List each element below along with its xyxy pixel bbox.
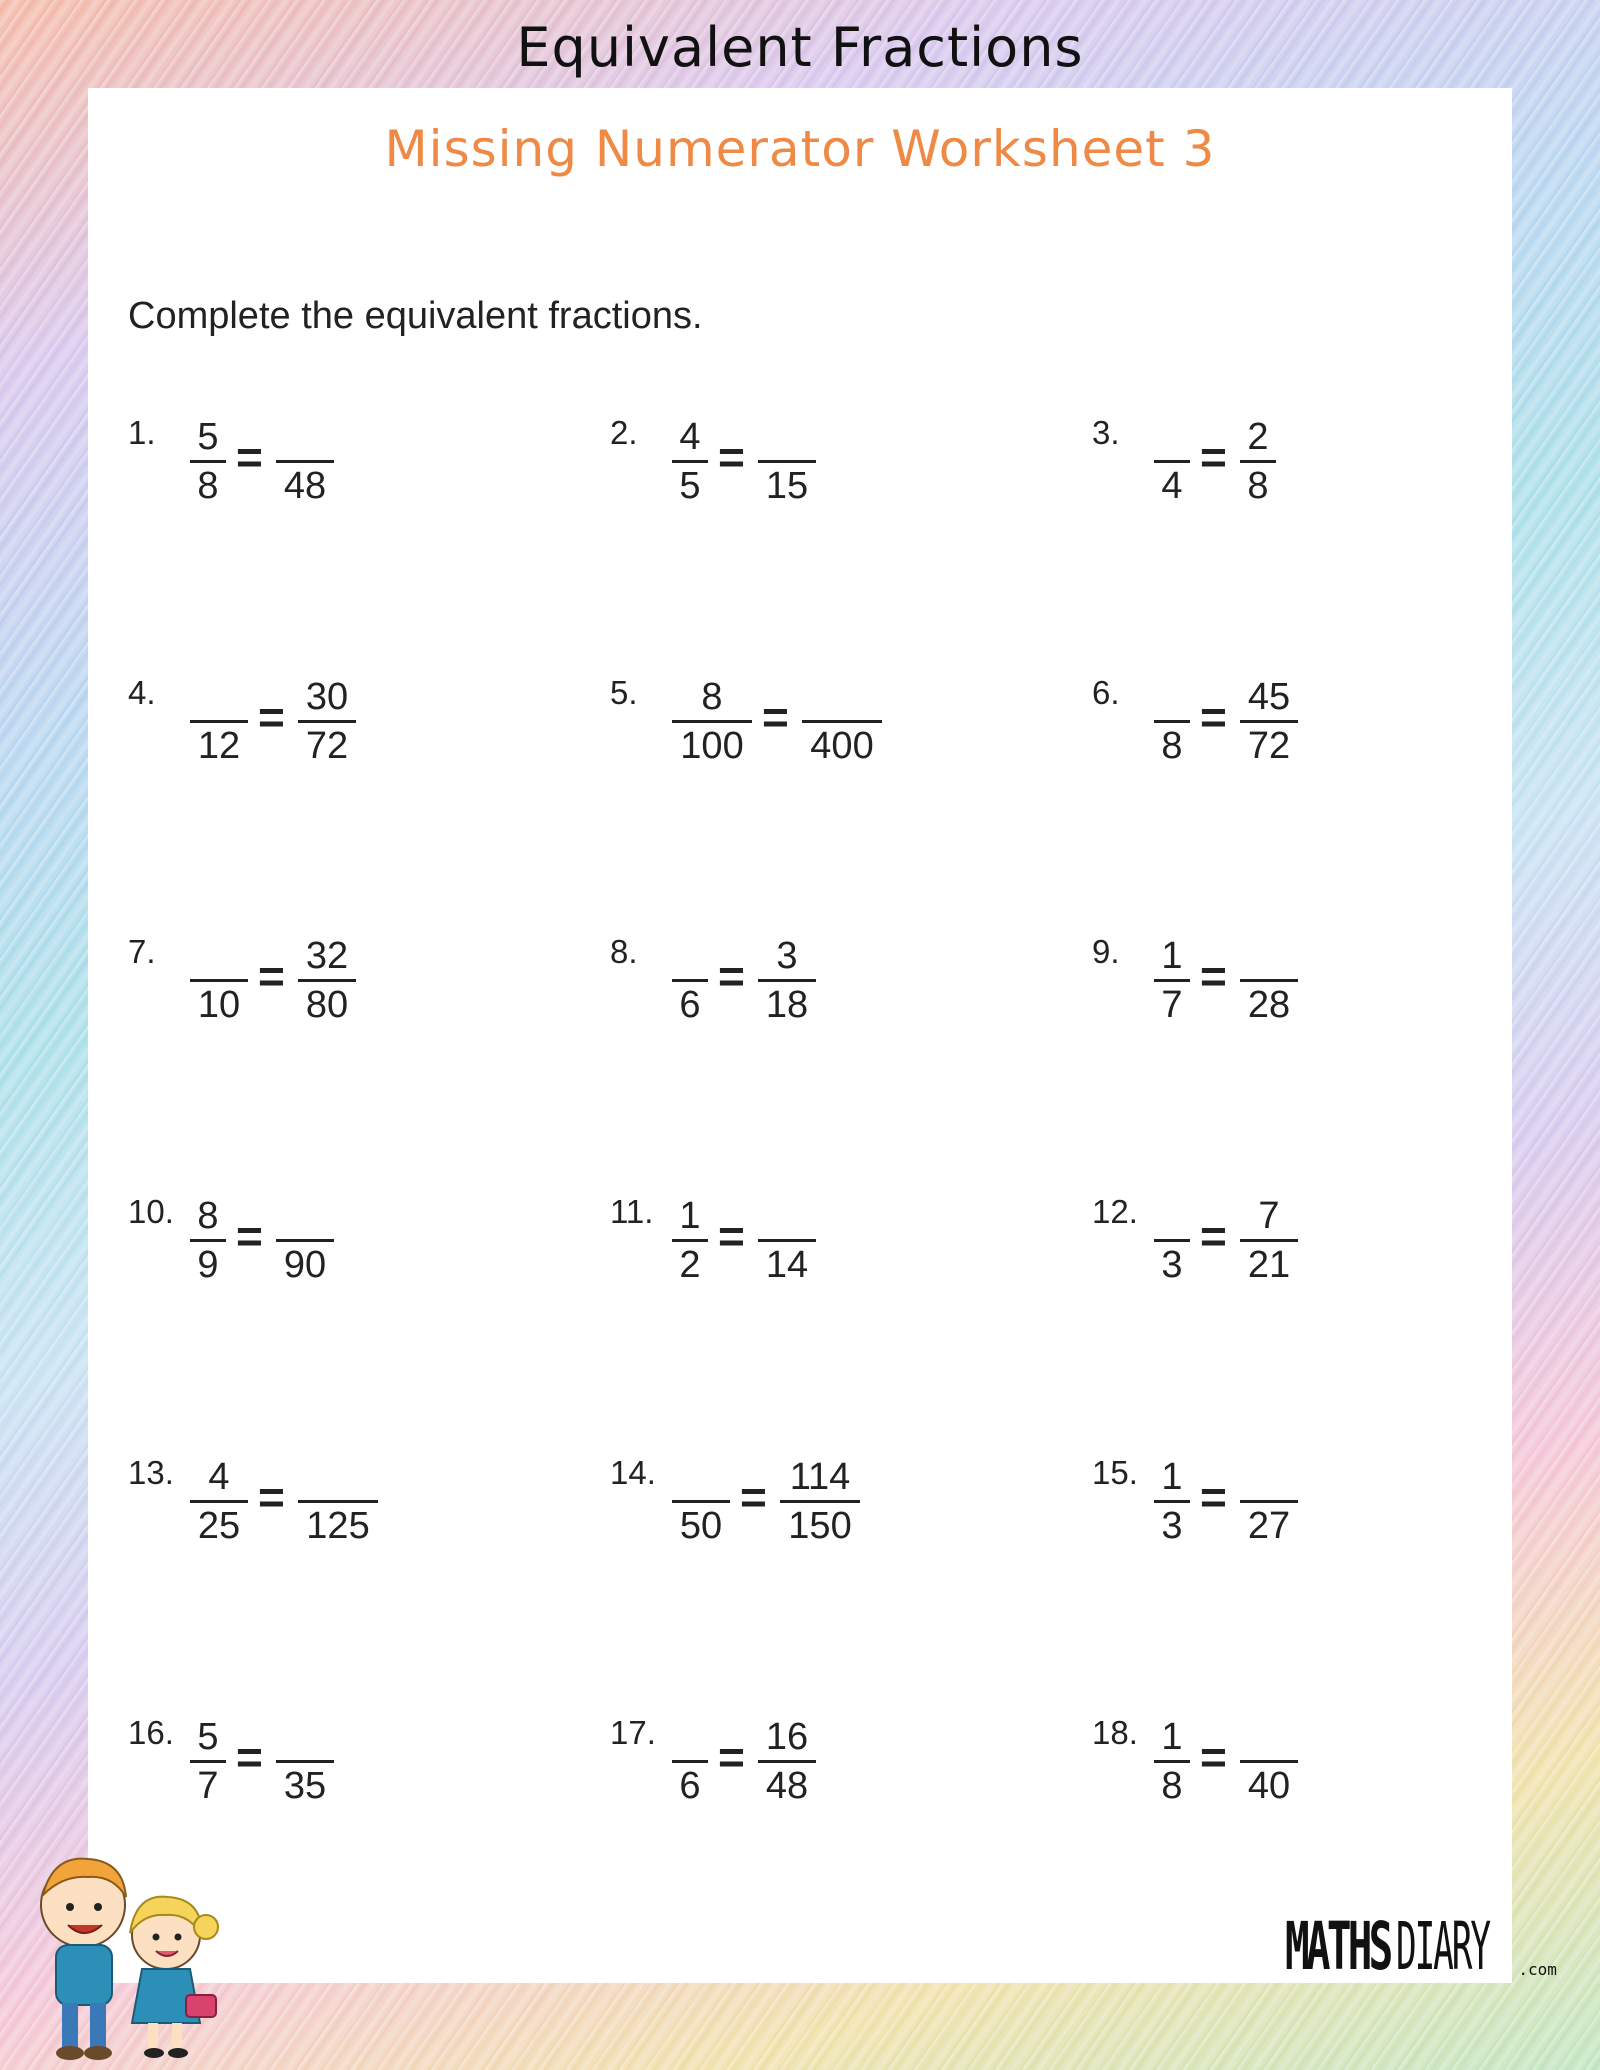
right-denominator: 28 bbox=[1247, 984, 1291, 1026]
mathsdiary-logo bbox=[1285, 1905, 1557, 1985]
right-fraction bbox=[758, 414, 816, 509]
right-numerator: 114 bbox=[789, 1456, 851, 1498]
problem-number: 4. bbox=[128, 674, 156, 711]
right-denominator: 48 bbox=[765, 1765, 809, 1807]
right-numerator: 16 bbox=[765, 1716, 809, 1758]
left-fraction bbox=[672, 674, 752, 769]
left-numerator: 4 bbox=[679, 416, 701, 458]
left-fraction bbox=[1154, 1193, 1190, 1288]
equals-sign: = bbox=[1200, 691, 1227, 743]
right-denominator: 21 bbox=[1247, 1244, 1291, 1286]
right-denominator: 72 bbox=[305, 725, 349, 767]
right-denominator: 8 bbox=[1247, 465, 1269, 507]
left-fraction bbox=[1154, 933, 1190, 1028]
equals-sign: = bbox=[1200, 1471, 1227, 1523]
right-fraction bbox=[1240, 414, 1276, 509]
equals-sign: = bbox=[258, 1471, 285, 1523]
left-denominator: 2 bbox=[679, 1244, 701, 1286]
right-fraction bbox=[1240, 674, 1298, 769]
left-fraction bbox=[1154, 674, 1190, 769]
equals-sign: = bbox=[258, 691, 285, 743]
problem-number: 9. bbox=[1092, 933, 1120, 970]
left-fraction bbox=[1154, 414, 1190, 509]
problem-7 bbox=[128, 933, 548, 1043]
problem-3 bbox=[1092, 414, 1512, 524]
left-denominator: 8 bbox=[197, 465, 219, 507]
right-denominator: 72 bbox=[1247, 725, 1291, 767]
right-fraction bbox=[780, 1454, 860, 1549]
right-fraction bbox=[276, 1193, 334, 1288]
problem-number: 5. bbox=[610, 674, 638, 711]
problem-17 bbox=[610, 1714, 1030, 1824]
right-denominator: 14 bbox=[765, 1244, 809, 1286]
equals-sign: = bbox=[718, 431, 745, 483]
problem-number: 11. bbox=[610, 1193, 654, 1230]
problem-number: 3. bbox=[1092, 414, 1120, 451]
problem-1 bbox=[128, 414, 548, 524]
problem-11 bbox=[610, 1193, 1030, 1303]
left-numerator: 1 bbox=[679, 1195, 701, 1237]
right-fraction bbox=[1240, 1454, 1298, 1549]
right-fraction bbox=[802, 674, 882, 769]
logo-suffix: .com bbox=[1518, 1960, 1557, 1979]
right-numerator: 30 bbox=[305, 676, 349, 718]
problem-number: 10. bbox=[128, 1193, 174, 1230]
left-numerator: 5 bbox=[197, 416, 219, 458]
problem-2 bbox=[610, 414, 1030, 524]
logo-bold-text: MATHS bbox=[1285, 1908, 1390, 1985]
left-denominator: 8 bbox=[1161, 725, 1183, 767]
left-fraction bbox=[190, 933, 248, 1028]
problem-8 bbox=[610, 933, 1030, 1043]
problem-number: 12. bbox=[1092, 1193, 1138, 1230]
left-denominator: 4 bbox=[1161, 465, 1183, 507]
problem-18 bbox=[1092, 1714, 1512, 1824]
equals-sign: = bbox=[1200, 431, 1227, 483]
right-denominator: 90 bbox=[283, 1244, 327, 1286]
right-fraction bbox=[298, 674, 356, 769]
problem-13 bbox=[128, 1454, 548, 1564]
left-fraction bbox=[672, 414, 708, 509]
left-fraction bbox=[190, 414, 226, 509]
left-fraction bbox=[672, 1454, 730, 1549]
left-denominator: 3 bbox=[1161, 1244, 1183, 1286]
left-fraction bbox=[190, 1193, 226, 1288]
left-numerator: 8 bbox=[701, 676, 723, 718]
right-numerator: 32 bbox=[305, 935, 349, 977]
problem-4 bbox=[128, 674, 548, 784]
equals-sign: = bbox=[236, 431, 263, 483]
right-fraction bbox=[1240, 1193, 1298, 1288]
left-fraction bbox=[1154, 1454, 1190, 1549]
instructions: Complete the equivalent fractions. bbox=[128, 295, 703, 337]
right-fraction bbox=[298, 933, 356, 1028]
equals-sign: = bbox=[1200, 1210, 1227, 1262]
right-fraction bbox=[758, 933, 816, 1028]
left-fraction bbox=[190, 674, 248, 769]
logo-thin-text: DIARY bbox=[1395, 1908, 1489, 1985]
right-numerator: 3 bbox=[776, 935, 798, 977]
right-fraction bbox=[758, 1714, 816, 1809]
problem-number: 18. bbox=[1092, 1714, 1138, 1751]
right-numerator: 7 bbox=[1258, 1195, 1280, 1237]
left-denominator: 50 bbox=[679, 1505, 723, 1547]
left-numerator: 1 bbox=[1161, 935, 1183, 977]
problem-number: 16. bbox=[128, 1714, 174, 1751]
left-denominator: 5 bbox=[679, 465, 701, 507]
problem-12 bbox=[1092, 1193, 1512, 1303]
left-denominator: 7 bbox=[197, 1765, 219, 1807]
right-fraction bbox=[276, 414, 334, 509]
left-denominator: 7 bbox=[1161, 984, 1183, 1026]
left-denominator: 12 bbox=[197, 725, 241, 767]
equals-sign: = bbox=[258, 950, 285, 1002]
right-denominator: 125 bbox=[306, 1505, 370, 1547]
problem-14 bbox=[610, 1454, 1030, 1564]
left-numerator: 4 bbox=[208, 1456, 230, 1498]
problem-5 bbox=[610, 674, 1030, 784]
equals-sign: = bbox=[718, 1731, 745, 1783]
right-fraction bbox=[298, 1454, 378, 1549]
right-denominator: 15 bbox=[765, 465, 809, 507]
problem-number: 6. bbox=[1092, 674, 1120, 711]
left-denominator: 9 bbox=[197, 1244, 219, 1286]
problem-6 bbox=[1092, 674, 1512, 784]
left-fraction bbox=[190, 1454, 248, 1549]
left-fraction bbox=[672, 933, 708, 1028]
left-denominator: 10 bbox=[197, 984, 241, 1026]
left-denominator: 6 bbox=[679, 1765, 701, 1807]
equals-sign: = bbox=[718, 950, 745, 1002]
problem-number: 1. bbox=[128, 414, 156, 451]
equals-sign: = bbox=[1200, 1731, 1227, 1783]
equals-sign: = bbox=[762, 691, 789, 743]
left-numerator: 5 bbox=[197, 1716, 219, 1758]
equals-sign: = bbox=[1200, 950, 1227, 1002]
worksheet-page bbox=[88, 88, 1512, 1983]
problem-number: 15. bbox=[1092, 1454, 1138, 1491]
worksheet-title: Missing Numerator Worksheet 3 bbox=[384, 120, 1216, 178]
problem-9 bbox=[1092, 933, 1512, 1043]
right-denominator: 18 bbox=[765, 984, 809, 1026]
problem-16 bbox=[128, 1714, 548, 1824]
right-denominator: 27 bbox=[1247, 1505, 1291, 1547]
right-denominator: 400 bbox=[810, 725, 874, 767]
right-denominator: 40 bbox=[1247, 1765, 1291, 1807]
right-denominator: 150 bbox=[788, 1505, 852, 1547]
left-fraction bbox=[672, 1714, 708, 1809]
right-numerator: 2 bbox=[1247, 416, 1269, 458]
kids-illustration bbox=[18, 1845, 228, 2065]
left-numerator: 1 bbox=[1161, 1716, 1183, 1758]
left-denominator: 6 bbox=[679, 984, 701, 1026]
right-fraction bbox=[276, 1714, 334, 1809]
right-numerator: 45 bbox=[1247, 676, 1291, 718]
equals-sign: = bbox=[740, 1471, 767, 1523]
right-fraction bbox=[1240, 1714, 1298, 1809]
left-numerator: 1 bbox=[1161, 1456, 1183, 1498]
right-fraction bbox=[758, 1193, 816, 1288]
equals-sign: = bbox=[236, 1210, 263, 1262]
problem-number: 8. bbox=[610, 933, 638, 970]
left-denominator: 25 bbox=[197, 1505, 241, 1547]
left-numerator: 8 bbox=[197, 1195, 219, 1237]
right-denominator: 80 bbox=[305, 984, 349, 1026]
left-fraction bbox=[190, 1714, 226, 1809]
left-denominator: 3 bbox=[1161, 1505, 1183, 1547]
topic-title: Equivalent Fractions bbox=[516, 16, 1084, 79]
problem-number: 7. bbox=[128, 933, 156, 970]
left-denominator: 100 bbox=[680, 725, 744, 767]
right-fraction bbox=[1240, 933, 1298, 1028]
problem-15 bbox=[1092, 1454, 1512, 1564]
problem-10 bbox=[128, 1193, 548, 1303]
problem-number: 17. bbox=[610, 1714, 656, 1751]
problem-number: 13. bbox=[128, 1454, 174, 1491]
left-fraction bbox=[1154, 1714, 1190, 1809]
equals-sign: = bbox=[718, 1210, 745, 1262]
right-denominator: 35 bbox=[283, 1765, 327, 1807]
right-denominator: 48 bbox=[283, 465, 327, 507]
problem-number: 2. bbox=[610, 414, 638, 451]
left-denominator: 8 bbox=[1161, 1765, 1183, 1807]
problem-number: 14. bbox=[610, 1454, 656, 1491]
equals-sign: = bbox=[236, 1731, 263, 1783]
left-fraction bbox=[672, 1193, 708, 1288]
